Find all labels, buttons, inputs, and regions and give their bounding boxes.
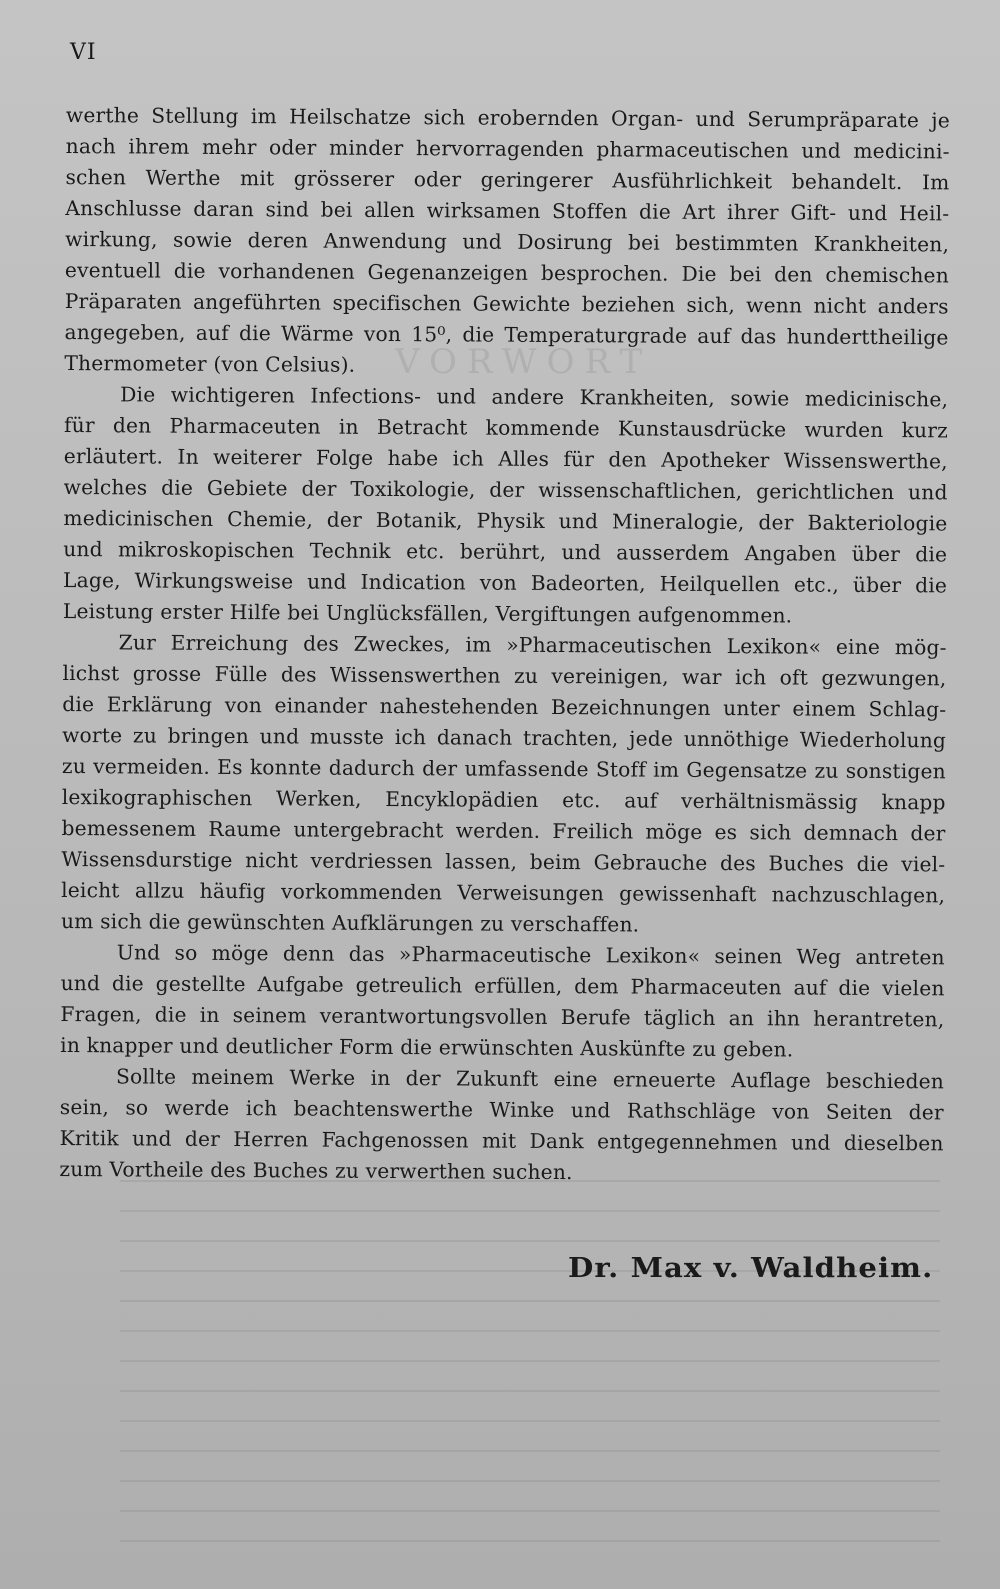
text-line: für den Pharmaceuten in Betracht kommende Kunstausdrücke wurden kurz (63, 412, 949, 443)
text-line: Lage, Wirkungsweise und Indication von Badeorten, Heilquellen etc., über die (62, 567, 948, 598)
text-line: zu vermeiden. Es konnte dadurch der umfassende Stoff im Gegensatze zu sonstigen (61, 753, 946, 784)
show-through-texture (120, 1180, 940, 1560)
text-line: Thermometer (von Celsius). (64, 350, 356, 377)
text-line: lichst grosse Fülle des Wissenswerthen zu vereinigen, war ich oft gezwungen, (62, 660, 947, 691)
text-line: Anschlusse daran sind bei allen wirksamen Stoffen die Art ihrer Gift- und Heil- (65, 195, 950, 226)
text-line: eventuell die vorhandenen Gegenanzeigen besprochen. Die bei den chemischen (64, 257, 950, 288)
text-line: werthe Stellung im Heilschatze sich erobernden Organ- und Serumpräparate je (65, 102, 950, 133)
text-line: welches die Gebiete der Toxikologie, der wissenschaftlichen, gerichtlichen und (63, 474, 948, 505)
text-line: und die gestellte Aufgabe getreulich erfüllen, dem Pharmaceuten auf die vielen (60, 970, 945, 1001)
text-line: Die wichtigeren Infections- und andere Krankheiten, sowie medicinische, (120, 382, 949, 412)
text-line: und mikroskopischen Technik etc. berührt, und ausserdem Angaben über die (63, 536, 948, 567)
text-line: lexikographischen Werken, Encyklopädien etc. auf verhältnismässig knapp (61, 784, 946, 815)
text-line: Wissensdurstige nicht verdriessen lassen, beim Gebrauche des Buches die viel- (61, 846, 946, 877)
text-line: angegeben, auf die Wärme von 15⁰, die Temperaturgrade auf das hunderttheilige (64, 319, 949, 350)
text-line: bemessenem Raume untergebracht werden. Freilich möge es sich demnach der (61, 815, 946, 846)
text-line: medicinischen Chemie, der Botanik, Physik und Mineralogie, der Bakteriologie (63, 505, 948, 536)
preface-body (59, 100, 950, 1190)
author-signature: Dr. Max v. Waldheim. (568, 1253, 934, 1284)
text-line: schen Werthe mit grösserer oder geringerer Ausführlichkeit behandelt. Im (65, 164, 950, 195)
text-line: Und so möge denn das »Pharmaceutische Lexikon« seinen Weg antreten (116, 940, 945, 970)
text-line: erläutert. In weiterer Folge habe ich Alles für den Apotheker Wissenswerthe, (63, 443, 948, 474)
text-line: zum Vortheile des Buches zu verwerthen suchen. (59, 1156, 573, 1185)
text-line: Sollte meinem Werke in der Zukunft eine erneuerte Auflage beschieden (115, 1064, 945, 1094)
text-line: in knapper und deutlicher Form die erwünschten Auskünfte zu geben. (60, 1032, 794, 1062)
text-line: wirkung, sowie deren Anwendung und Dosirung bei bestimmten Krankheiten, (65, 226, 950, 257)
text-line: Zur Erreichung des Zweckes, im »Pharmaceutischen Lexikon« eine mög- (118, 630, 947, 660)
text-line: Präparaten angeführten specifischen Gewichte beziehen sich, wenn nicht anders (64, 288, 949, 319)
text-line: nach ihrem mehr oder minder hervorragenden pharmaceutischen und medicini- (65, 133, 950, 164)
text-line: sein, so werde ich beachtenswerthe Winke und Rathschläge von Seiten der (59, 1094, 944, 1125)
text-line: worte zu bringen und musste ich danach trachten, jede unnöthige Wiederholung (62, 722, 947, 753)
text-line: Kritik und der Herren Fachgenossen mit Dank entgegennehmen und dieselben (59, 1125, 944, 1156)
text-line: leicht allzu häufig vorkommenden Verweisungen gewissenhaft nachzuschlagen, (61, 877, 946, 908)
text-line: die Erklärung von einander nahestehenden Bezeichnungen unter einem Schlag- (62, 691, 947, 722)
show-through-heading: VORWORT (395, 342, 653, 382)
page-number: VI (70, 40, 97, 65)
text-line: um sich die gewünschten Aufklärungen zu verschaffen. (60, 908, 640, 937)
text-line: Fragen, die in seinem verantwortungsvollen Berufe täglich an ihn herantreten, (60, 1001, 945, 1032)
text-line: Leistung erster Hilfe bei Unglücksfällen, Vergiftungen aufgenommen. (62, 598, 793, 628)
